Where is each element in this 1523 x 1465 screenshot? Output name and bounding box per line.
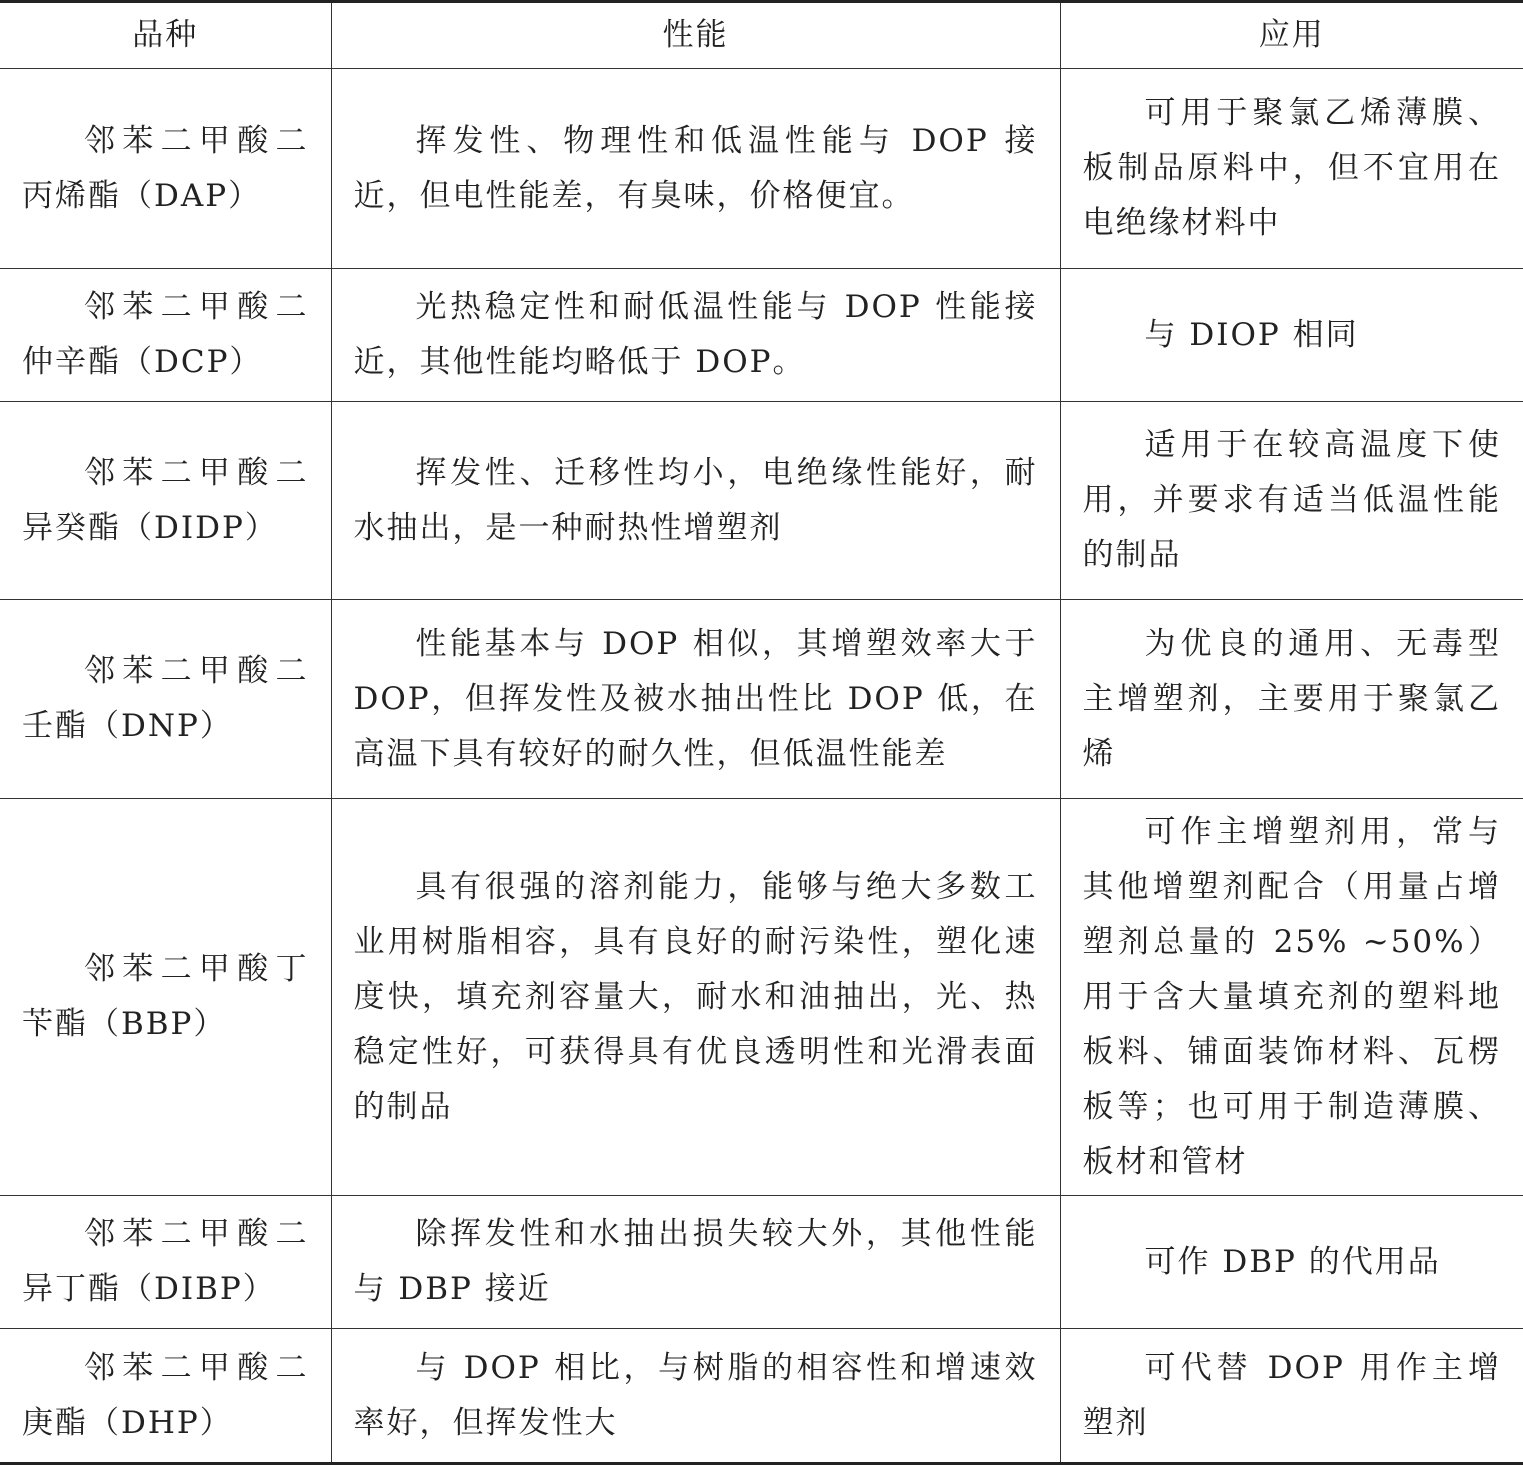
- variety-text: 邻苯二甲酸二异丁酯（DIBP）: [22, 1216, 309, 1307]
- cell-variety: [0, 600, 331, 799]
- table-row: [0, 402, 1523, 600]
- table-row: [0, 1329, 1523, 1464]
- table-header: [0, 2, 1523, 69]
- variety-text: 邻苯二甲酸二异癸酯（DIDP）: [22, 454, 309, 546]
- header-performance: 性能: [331, 2, 1060, 69]
- cell-application: [1060, 1329, 1523, 1464]
- cell-variety: [0, 799, 331, 1196]
- performance-text: 具有很强的溶剂能力，能够与绝大多数工业用树脂相容，具有良好的耐污染性，塑化速度快，填充剂容量大，耐水和油抽出，光、热稳定性好，可获得具有优良透明性和光滑表面的制品: [353, 868, 1038, 1125]
- cell-variety: [0, 402, 331, 600]
- cell-variety: [0, 1329, 331, 1464]
- performance-text: 除挥发性和水抽出损失较大外，其他性能与 DBP 接近: [353, 1216, 1038, 1307]
- application-text: 可作 DBP 的代用品: [1144, 1243, 1441, 1280]
- cell-performance: [331, 1196, 1060, 1329]
- table-row: [0, 799, 1523, 1196]
- performance-text: 性能基本与 DOP 相似，其增塑效率大于 DOP，但挥发性及被水抽出性比 DOP 低，在高温下具有较好的耐久性，但低温性能差: [353, 625, 1038, 772]
- table-row: [0, 69, 1523, 269]
- cell-performance: [331, 269, 1060, 402]
- cell-application: [1060, 402, 1523, 600]
- performance-text: 与 DOP 相比，与树脂的相容性和增速效率好，但挥发性大: [353, 1349, 1038, 1441]
- cell-application: [1060, 1196, 1523, 1329]
- header-row: [0, 2, 1523, 69]
- cell-application: [1060, 269, 1523, 402]
- cell-variety: [0, 269, 331, 402]
- table-body: [0, 69, 1523, 1464]
- cell-application: [1060, 799, 1523, 1196]
- cell-variety: [0, 69, 331, 269]
- performance-text: 挥发性、物理性和低温性能与 DOP 接近，但电性能差，有臭味，价格便宜。: [353, 122, 1038, 214]
- application-text: 为优良的通用、无毒型主增塑剂，主要用于聚氯乙烯: [1082, 625, 1501, 772]
- table-row: [0, 600, 1523, 799]
- application-text: 与 DIOP 相同: [1144, 316, 1359, 353]
- cell-performance: [331, 799, 1060, 1196]
- variety-text: 邻苯二甲酸二仲辛酯（DCP）: [22, 289, 309, 380]
- variety-text: 邻苯二甲酸二庚酯（DHP）: [22, 1349, 309, 1441]
- cell-application: [1060, 69, 1523, 269]
- variety-text: 邻苯二甲酸二壬酯（DNP）: [22, 653, 309, 744]
- variety-text: 邻苯二甲酸二丙烯酯（DAP）: [22, 122, 309, 214]
- application-text: 可作主增塑剂用，常与其他增塑剂配合（用量占增塑剂总量的 25% ~50%）用于含大量填充剂的塑料地板料、铺面装饰材料、瓦楞板等；也可用于制造薄膜、板材和管材: [1082, 813, 1501, 1180]
- performance-text: 挥发性、迁移性均小，电绝缘性能好，耐水抽出，是一种耐热性增塑剂: [353, 454, 1038, 546]
- application-text: 可代替 DOP 用作主增塑剂: [1082, 1349, 1501, 1441]
- header-variety: 品种: [0, 2, 331, 69]
- performance-text: 光热稳定性和耐低温性能与 DOP 性能接近，其他性能均略低于 DOP。: [353, 289, 1038, 380]
- cell-performance: [331, 402, 1060, 600]
- cell-variety: [0, 1196, 331, 1329]
- cell-performance: [331, 1329, 1060, 1464]
- cell-performance: [331, 69, 1060, 269]
- variety-text: 邻苯二甲酸丁苄酯（BBP）: [22, 951, 309, 1042]
- header-application: 应用: [1060, 2, 1523, 69]
- application-text: 适用于在较高温度下使用，并要求有适当低温性能的制品: [1082, 427, 1501, 573]
- cell-performance: [331, 600, 1060, 799]
- application-text: 可用于聚氯乙烯薄膜、板制品原料中，但不宜用在电绝缘材料中: [1082, 95, 1501, 241]
- table-row: [0, 269, 1523, 402]
- table-row: [0, 1196, 1523, 1329]
- cell-application: [1060, 600, 1523, 799]
